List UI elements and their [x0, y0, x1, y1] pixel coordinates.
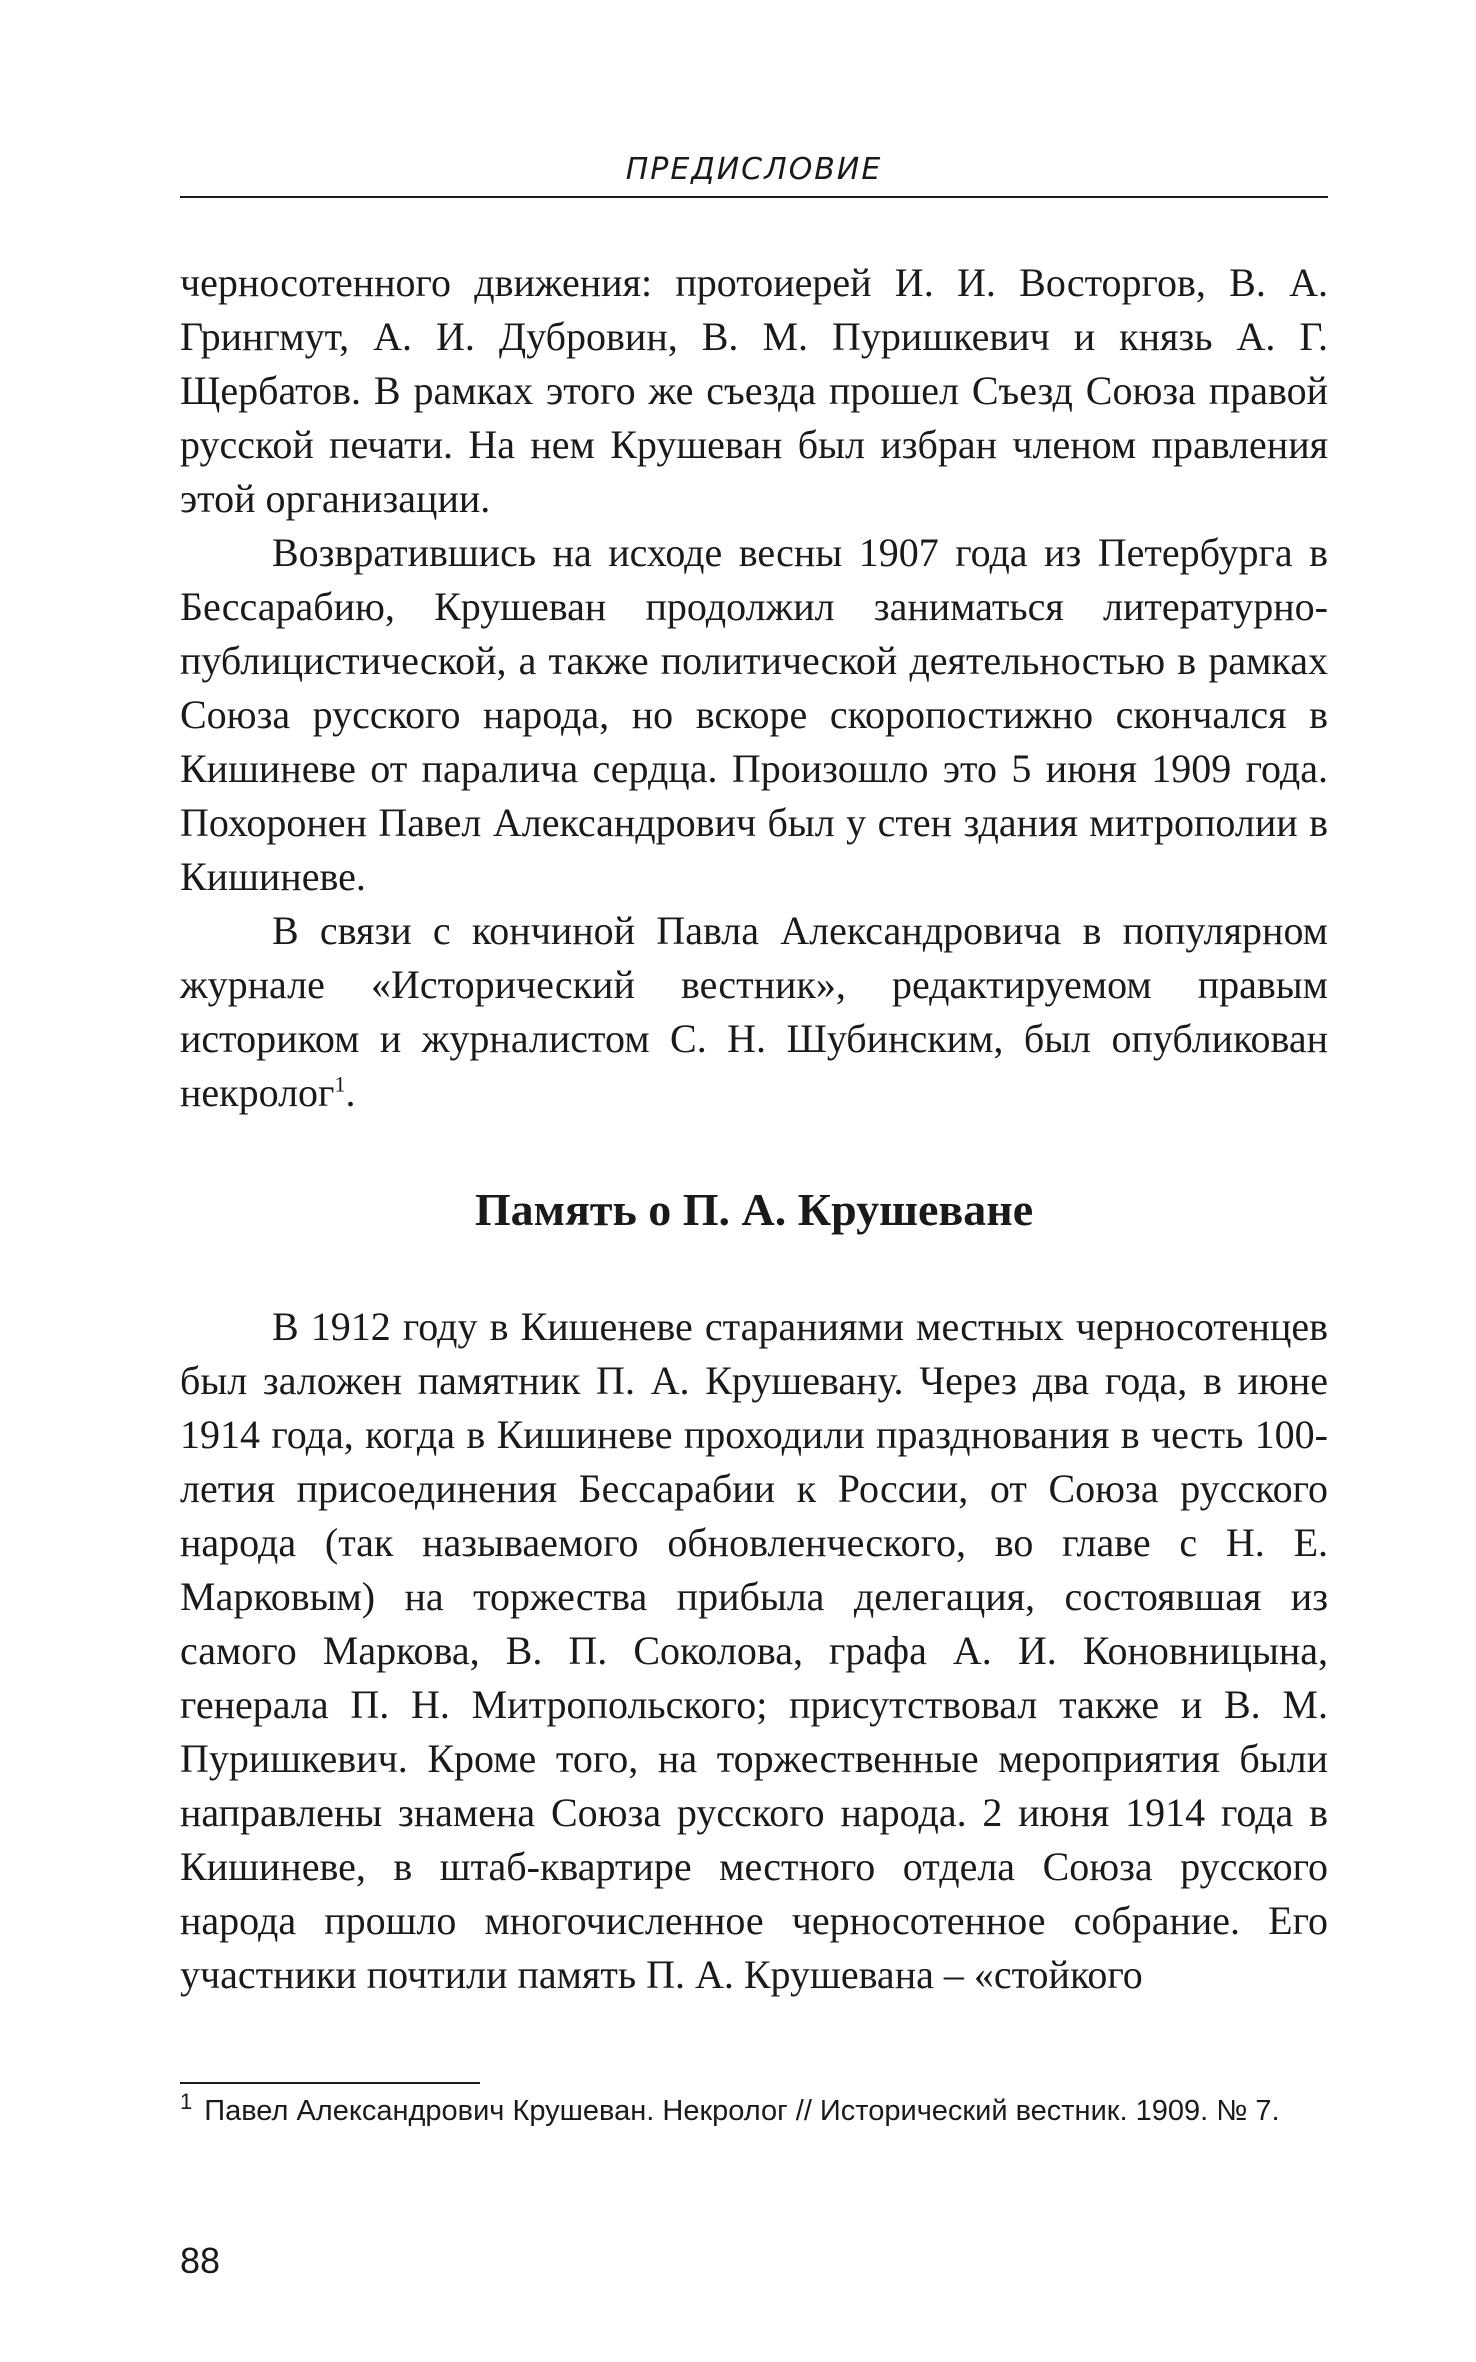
paragraph-monument: В 1912 году в Кишеневе стараниями местных черносотенцев был заложен памятник П. А. Крушевану. Через два года, в июне 1914 года, когда в Кишиневе проходили празднования в честь 100-летия присоединения Бессарабии к России, от Союза русского народа (так называемого обновленческого, во главе с Н. Е. Марковым) на торжества прибыла делегация, состоявшая из самого Маркова, В. П. Соколова, графа А. И. Коновницына, генерала П. Н. Митропольского; присутствовал также и В. М. Пуришкевич. Кроме того, на торжественные мероприятия были направлены знамена Союза русского народа. 2 июня 1914 года в Кишиневе, в штаб-квартире местного отдела Союза русского народа прошло многочисленное черносотенное собрание. Его участники почтили память П. А. Крушевана – «стойкого	[180, 1304, 1328, 1997]
footnote-number: 1	[180, 2089, 193, 2115]
footnote-rule	[180, 2082, 480, 2084]
paragraph-return-to-bessarabia: Возвратившись на исходе весны 1907 года из Петербурга в Бессарабию, Крушеван продолжил заниматься литературно-публицистической, а также политической деятельностью в рамках Союза русского народа, но вскоре скоропостижно скончался в Кишиневе от паралича сердца. Произошло это 5 июня 1909 года. Похоронен Павел Александрович был у стен здания митрополии в Кишиневе.	[180, 530, 1328, 899]
paragraph-obituary	[180, 904, 1328, 1120]
paragraph-obituary-text: В связи с кончиной Павла Александровича в популярном журнале «Исторический вестник», редактируемом правым историком и журналистом С. Н. Шубинским, был опубликован некролог	[180, 908, 1328, 1115]
footnote-text: Павел Александрович Крушеван. Некролог // Исторический вестник. 1909. № 7.	[204, 2095, 1280, 2127]
page-number: 88	[180, 2240, 221, 2281]
running-header: ПРЕДИСЛОВИЕ	[625, 152, 883, 187]
footnote	[180, 2090, 1328, 2132]
paragraph-obituary-end: .	[345, 1070, 356, 1115]
paragraph-continued: черносотенного движения: протоиерей И. И. Восторгов, В. А. Грингмут, А. И. Дубровин, В. М. Пуришкевич и князь А. Г. Щербатов. В рамках этого же съезда прошел Съезд Союза правой русской печати. На нем Крушеван был избран членом правления этой организации.	[180, 260, 1328, 521]
body-text-section	[180, 1300, 1328, 2002]
header-rule	[180, 196, 1328, 198]
footnote-reference[interactable]: 1	[334, 1071, 346, 1097]
section-title: Память о П. А. Крушеване	[474, 1184, 1034, 1235]
body-text-top	[180, 256, 1328, 1120]
